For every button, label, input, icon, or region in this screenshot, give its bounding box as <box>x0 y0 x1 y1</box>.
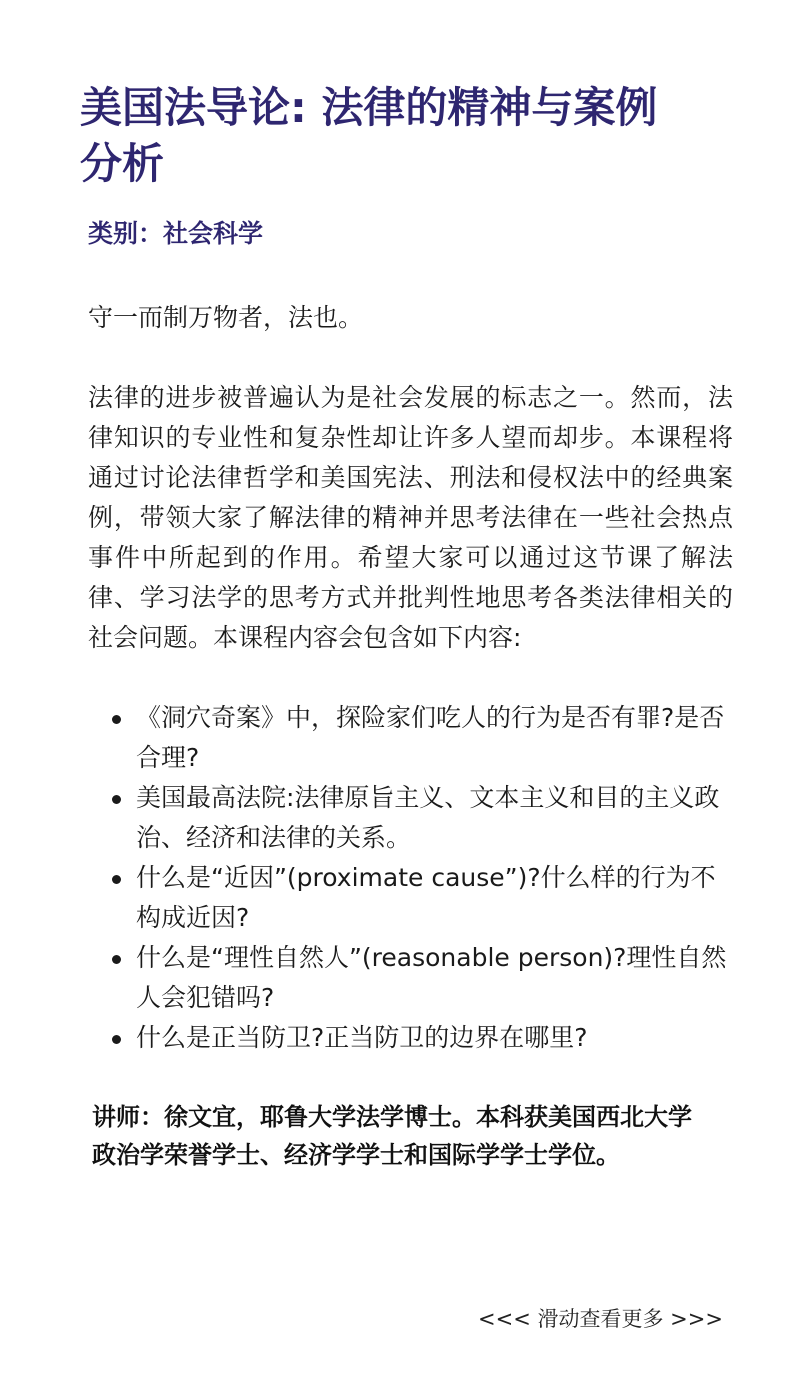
list-item: 什么是正当防卫?正当防卫的边界在哪里? <box>88 1018 738 1058</box>
category-label: 类别：社会科学 <box>88 219 264 248</box>
topic-list <box>88 698 738 1058</box>
list-item: 美国最高法院:法律原旨主义、文本主义和目的主义政治、经济和法律的关系。 <box>88 778 738 858</box>
intro-paragraph: 法律的进步被普遍认为是社会发展的标志之一。然而，法律知识的专业性和复杂性却让许多人望而却步。本课程将通过讨论法律哲学和美国宪法、刑法和侵权法中的经典案例，带领大家了解法律的精神并思考法律在一些社会热点事件中所起到的作用。希望大家可以通过这节课了解法律、学习法学的思考方式并批判性地思考各类法律相关的社会问题。本课程内容会包含如下内容: <box>88 383 733 652</box>
quote-text: 守一而制万物者，法也。 <box>88 303 364 332</box>
list-item: 什么是“理性自然人”(reasonable person)?理性自然人会犯错吗? <box>88 938 738 1018</box>
list-item: 什么是“近因”(proximate cause”)?什么样的行为不构成近因? <box>88 858 738 938</box>
list-item: 《洞穴奇案》中，探险家们吃人的行为是否有罪?是否合理? <box>88 698 738 778</box>
swipe-more-hint[interactable]: <<< 滑动查看更多 >>> <box>478 1307 723 1331</box>
instructor-info: 讲师：徐文宜，耶鲁大学法学博士。本科获美国西北大学政治学荣誉学士、经济学学士和国际学学士学位。 <box>92 1103 692 1169</box>
page-title: 美国法导论: 法律的精神与案例分析 <box>80 83 658 188</box>
